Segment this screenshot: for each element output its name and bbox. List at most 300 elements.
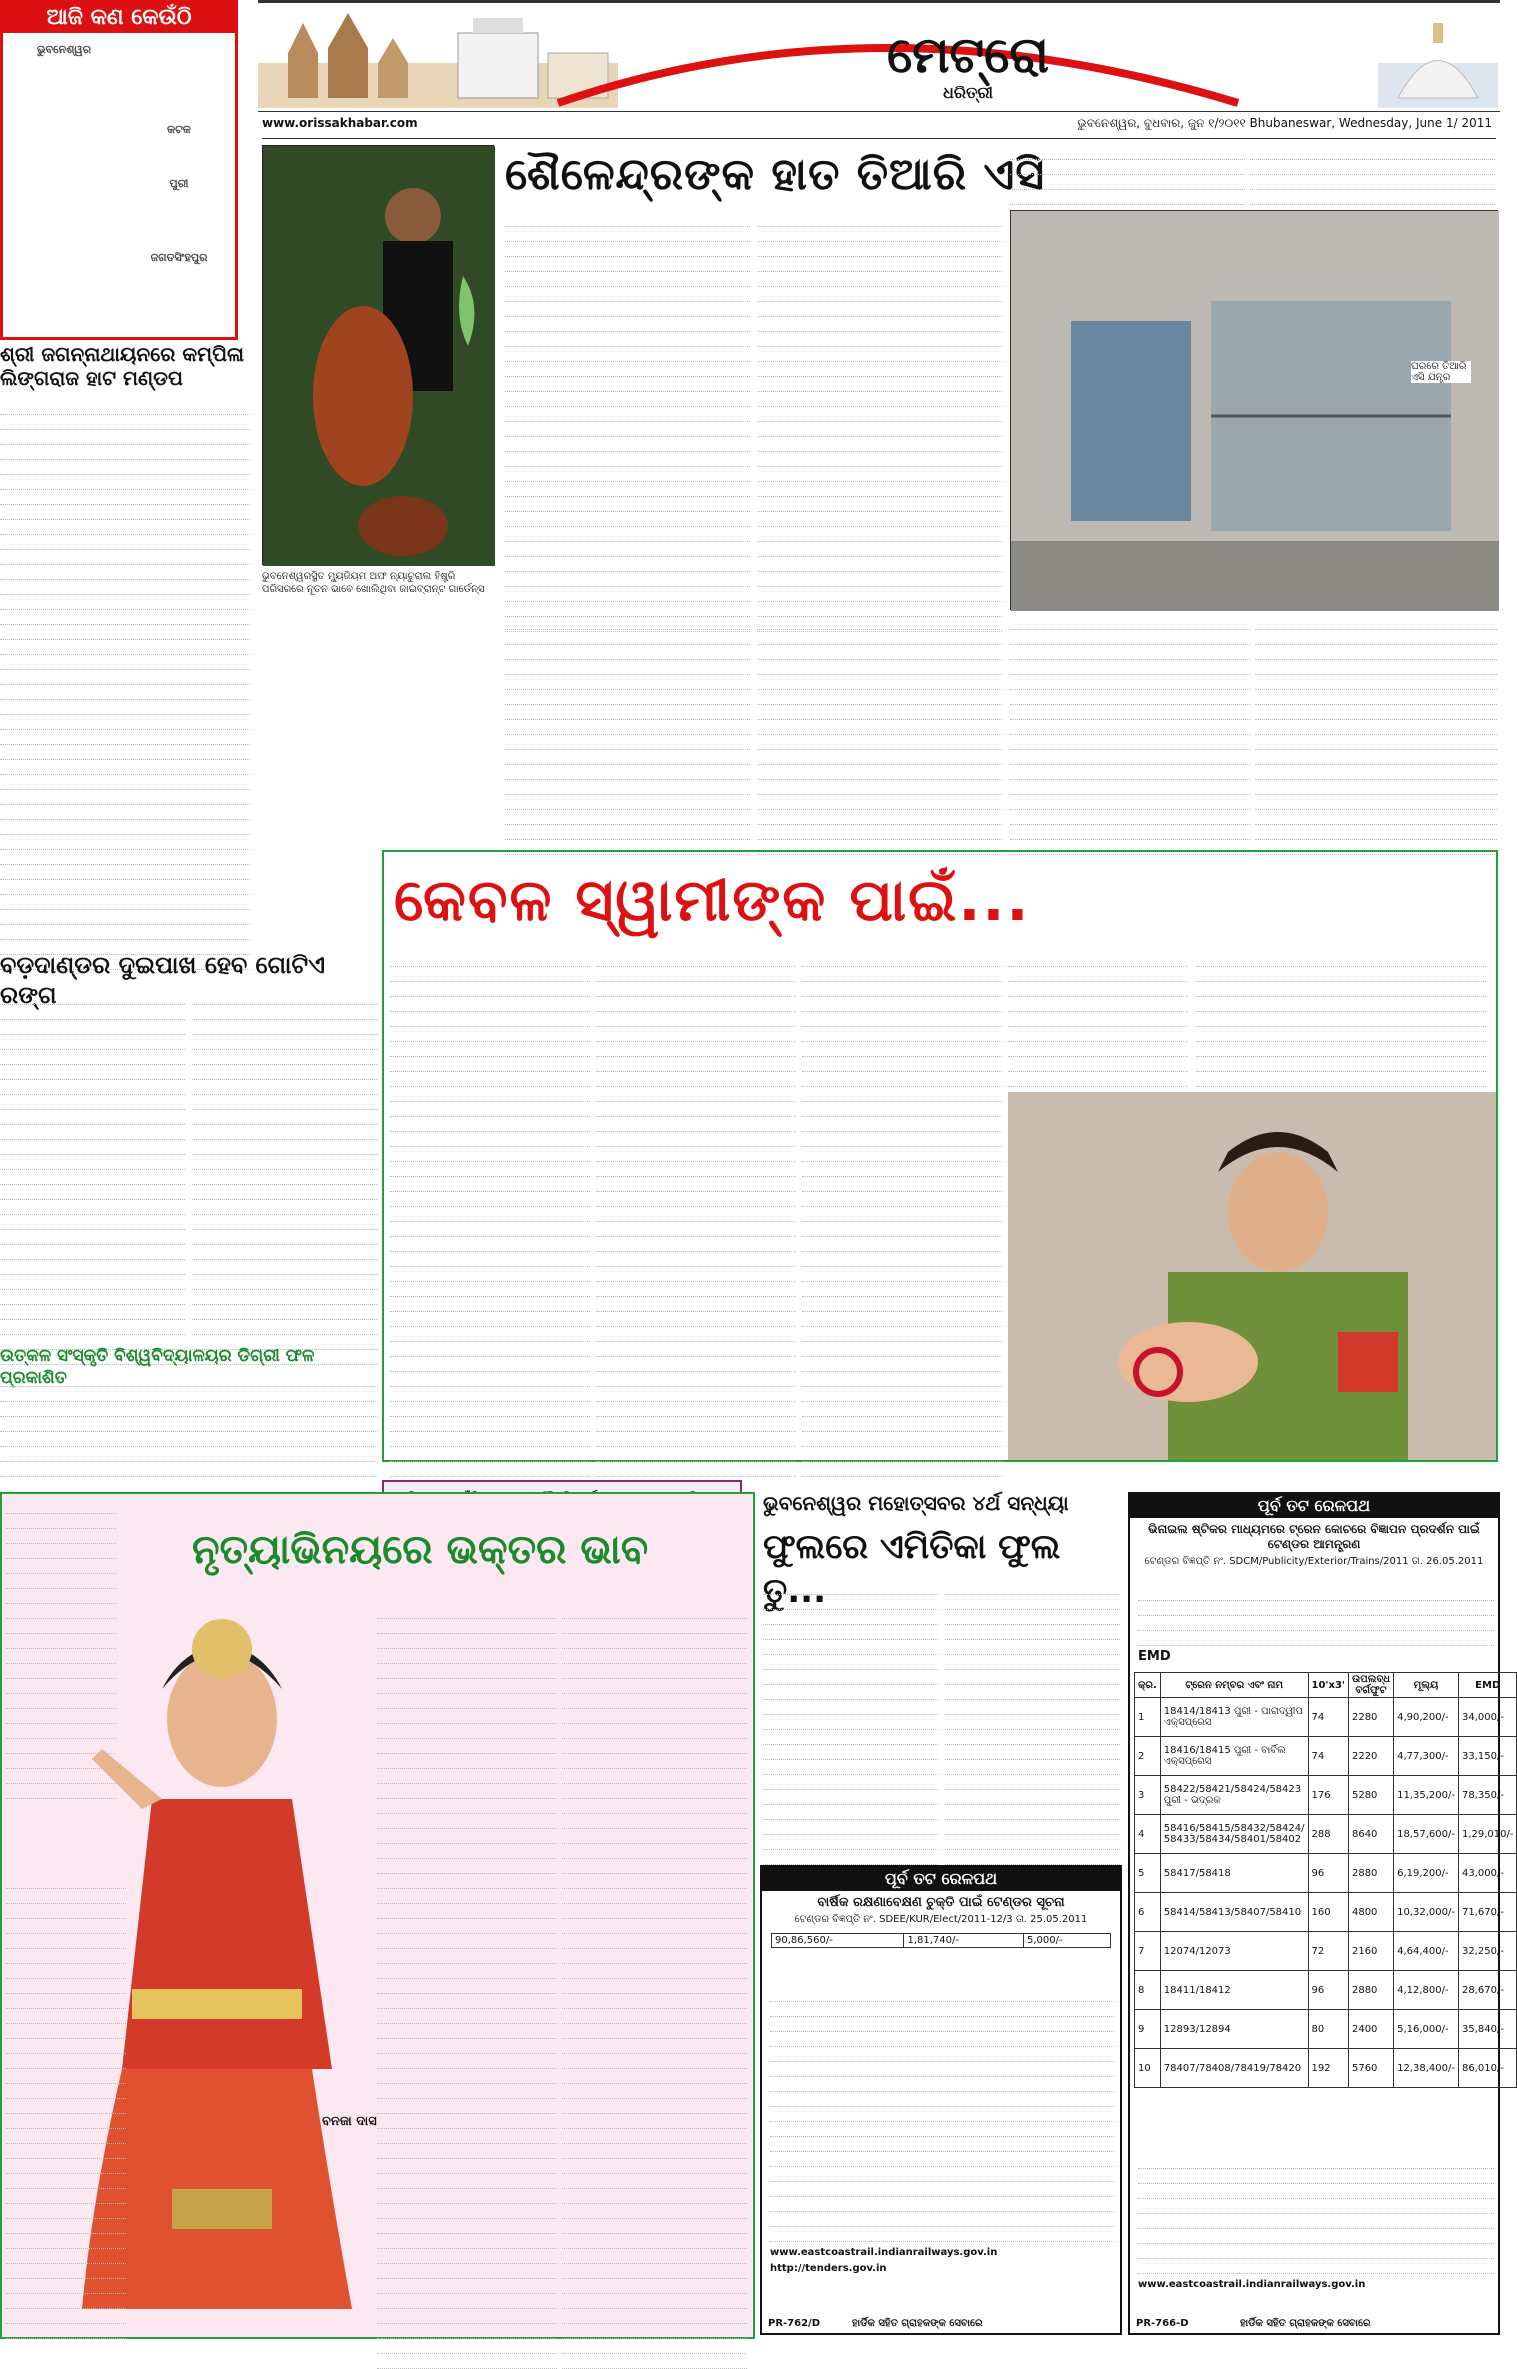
text-line <box>1008 1012 1188 1027</box>
table-cell: 4,90,200/- <box>1394 1698 1459 1737</box>
events-city-puri: ପୁରୀ <box>169 177 189 190</box>
table-cell: 34,000/- <box>1458 1698 1517 1737</box>
text-line <box>0 535 250 550</box>
main-article-col4 <box>1250 145 1495 205</box>
text-line <box>763 1610 938 1625</box>
ad-left-tenders[interactable]: http://tenders.gov.in <box>770 2263 887 2274</box>
text-line <box>6 2009 126 2024</box>
text-line <box>505 557 750 572</box>
photo2-caption: ଘରରେ ତିଆରି ଏସି ଯନ୍ତ୍ର <box>1411 361 1471 383</box>
text-line <box>6 1979 126 1994</box>
text-line <box>596 1447 796 1462</box>
text-line <box>596 952 796 967</box>
text-line <box>1255 810 1497 825</box>
table-row <box>1135 1932 1517 1971</box>
text-line <box>562 1874 747 1889</box>
text-line <box>562 2144 747 2159</box>
text-line <box>377 1949 557 1964</box>
text-line <box>802 1237 1002 1252</box>
text-line <box>390 1447 590 1462</box>
text-line <box>377 2189 557 2204</box>
amount-2: 1,81,740/- <box>904 1934 1023 1948</box>
text-line <box>802 1432 1002 1447</box>
text-line <box>390 1252 590 1267</box>
text-line <box>0 1050 185 1065</box>
text-line <box>0 1020 185 1035</box>
text-line <box>390 1402 590 1417</box>
text-line <box>505 630 750 645</box>
text-line <box>770 2152 1114 2167</box>
text-line <box>6 1739 116 1754</box>
text-line <box>0 805 250 820</box>
text-line <box>505 765 750 780</box>
ad-left-amount-table <box>771 1933 1111 1948</box>
text-line <box>763 1730 938 1745</box>
ad-left-ref: ଟେଣ୍ଡର ବିଜ୍ଞପ୍ତି ନଂ. SDEE/KUR/Elect/2011-12/3 ତା. 25.05.2011 <box>794 1914 1088 1925</box>
text-line <box>757 437 1002 452</box>
text-line <box>763 1820 938 1835</box>
text-line <box>6 1784 116 1799</box>
text-line <box>505 377 750 392</box>
banner-col3 <box>802 952 1002 1452</box>
text-line <box>390 1357 590 1372</box>
text-line <box>562 1934 747 1949</box>
text-line <box>377 2069 557 2084</box>
text-line <box>377 1739 557 1754</box>
text-line <box>377 1634 557 1649</box>
table-cell: 2880 <box>1348 1971 1393 2010</box>
text-line <box>0 1290 185 1305</box>
text-line <box>757 527 1002 542</box>
text-line <box>763 1745 938 1760</box>
table-cell: 2880 <box>1348 1854 1393 1893</box>
text-line <box>1138 1631 1494 1646</box>
train-table-header <box>1135 1673 1517 1698</box>
text-line <box>390 1387 590 1402</box>
text-line <box>562 2264 747 2279</box>
text-line <box>390 997 590 1012</box>
text-line <box>377 1604 557 1619</box>
table-cell: 32,250/- <box>1458 1932 1517 1971</box>
text-line <box>390 1072 590 1087</box>
text-line <box>945 1610 1120 1625</box>
text-line <box>505 660 750 675</box>
text-line <box>390 1372 590 1387</box>
text-line <box>390 1462 590 1477</box>
text-line <box>192 1080 377 1095</box>
text-line <box>757 795 1002 810</box>
text-line <box>6 2264 126 2279</box>
text-line <box>562 2174 747 2189</box>
text-line <box>377 1844 557 1859</box>
text-line <box>505 527 750 542</box>
text-line <box>802 1207 1002 1222</box>
text-line <box>757 482 1002 497</box>
text-line <box>757 302 1002 317</box>
text-line <box>6 2204 126 2219</box>
col-value: ମୂଲ୍ୟ <box>1394 1673 1459 1698</box>
text-line <box>0 1275 185 1290</box>
text-line <box>377 2144 557 2159</box>
text-line <box>757 257 1002 272</box>
text-line <box>1196 982 1486 997</box>
text-line <box>770 2212 1114 2227</box>
text-line <box>596 1132 796 1147</box>
table-row <box>1135 1971 1517 2010</box>
text-line <box>0 1170 185 1185</box>
text-line <box>802 1042 1002 1057</box>
text-line <box>1250 175 1495 190</box>
text-line <box>6 2279 126 2294</box>
text-line <box>377 1769 557 1784</box>
table-cell: 4,12,800/- <box>1394 1971 1459 2010</box>
text-line <box>192 1035 377 1050</box>
main-article-col1 <box>505 212 750 612</box>
text-line <box>562 1694 747 1709</box>
text-line <box>757 542 1002 557</box>
text-line <box>377 2054 557 2069</box>
text-line <box>757 362 1002 377</box>
text-line <box>1250 145 1495 160</box>
text-line <box>505 720 750 735</box>
table-cell: 6 <box>1135 1893 1161 1932</box>
text-line <box>192 1230 377 1245</box>
text-line <box>192 1125 377 1140</box>
text-line <box>1010 795 1250 810</box>
text-line <box>505 780 750 795</box>
text-line <box>377 1889 557 1904</box>
table-cell: 1,29,010/- <box>1458 1815 1517 1854</box>
ad-left-code: PR-762/D <box>768 2318 821 2329</box>
text-line <box>0 715 250 730</box>
events-city-cuttack: କଟକ <box>167 123 191 136</box>
website[interactable]: www.orissakhabar.com <box>262 116 418 130</box>
text-line <box>505 242 750 257</box>
left-headline-1: ଶ୍ରୀ ଜଗନ୍ନାଥାୟନରେ କମ୍ପିଳା ଲିଙ୍ଗରାଜ ହାଟ ମଣ୍ଡପ <box>0 342 245 390</box>
table-cell: 72 <box>1308 1932 1348 1971</box>
text-line <box>596 1312 796 1327</box>
text-line <box>192 1020 377 1035</box>
text-line <box>6 2189 126 2204</box>
text-line <box>0 910 250 925</box>
events-city-bhubaneswar: ଭୁବନେଶ୍ୱର <box>36 43 92 56</box>
table-cell: 28,670/- <box>1458 1971 1517 2010</box>
railway-ad-left <box>760 1865 1122 2335</box>
text-line <box>757 750 1002 765</box>
text-line <box>6 1769 116 1784</box>
text-line <box>757 705 1002 720</box>
ad-right-title: ପୂର୍ବ ତଟ ରେଳପଥ <box>1130 1494 1498 1518</box>
text-line <box>562 2159 747 2174</box>
railway-ad-right <box>1128 1492 1514 2335</box>
text-line <box>0 430 250 445</box>
text-line <box>562 1604 747 1619</box>
text-line <box>763 1655 938 1670</box>
ad-left-subtitle: ବାର୍ଷିକ ରକ୍ଷଣାବେକ୍ଷଣ ଚୁକ୍ତି ପାଇଁ ଟେଣ୍ଡର ସୂଚନା <box>817 1895 1065 1910</box>
text-line <box>757 422 1002 437</box>
table-cell: 33,150/- <box>1458 1737 1517 1776</box>
text-line <box>1196 1072 1486 1087</box>
text-line <box>1255 825 1497 840</box>
text-line <box>0 1320 185 1335</box>
text-line <box>6 2114 126 2129</box>
text-line <box>505 542 750 557</box>
text-line <box>192 1155 377 1170</box>
text-line <box>945 1790 1120 1805</box>
text-line <box>192 1275 377 1290</box>
text-line <box>562 2234 747 2249</box>
table-cell: 96 <box>1308 1854 1348 1893</box>
text-line <box>945 1805 1120 1820</box>
text-line <box>562 2309 747 2324</box>
table-cell: 43,000/- <box>1458 1854 1517 1893</box>
table-cell: 7 <box>1135 1932 1161 1971</box>
text-line <box>1196 997 1486 1012</box>
ad-right-code: PR-766-D <box>1136 2318 1189 2329</box>
table-row <box>1135 1776 1517 1815</box>
text-line <box>757 630 1002 645</box>
text-line <box>945 1655 1120 1670</box>
ad-left-website[interactable]: www.eastcoastrail.indianrailways.gov.in <box>770 2247 998 2258</box>
text-line <box>377 1664 557 1679</box>
text-line <box>390 1087 590 1102</box>
text-line <box>1010 735 1250 750</box>
text-line <box>1138 1586 1494 1601</box>
festival-col1 <box>763 1580 938 1860</box>
masthead <box>258 0 1500 112</box>
text-line <box>562 2249 747 2264</box>
text-line <box>562 2039 747 2054</box>
text-line <box>377 2024 557 2039</box>
table-cell: 86,010/- <box>1458 2049 1517 2088</box>
text-line <box>757 557 1002 572</box>
text-line <box>192 1170 377 1185</box>
text-line <box>0 520 250 535</box>
text-line <box>1255 705 1497 720</box>
events-text <box>9 43 119 333</box>
table-cell: 192 <box>1308 2049 1348 2088</box>
table-row <box>1135 1737 1517 1776</box>
table-cell: 74 <box>1308 1737 1348 1776</box>
table-cell: 3 <box>1135 1776 1161 1815</box>
text-line <box>945 1700 1120 1715</box>
text-line <box>1250 190 1495 205</box>
text-line <box>596 1402 796 1417</box>
text-line <box>763 1580 938 1595</box>
text-line <box>562 2339 747 2354</box>
text-line <box>0 1305 185 1320</box>
ad-right-body <box>1138 1586 1494 1646</box>
text-line <box>0 990 185 1005</box>
main-headline: ଶୈଳେନ୍ଦ୍ରଙ୍କ ହାତ ତିଆରି ଏସି <box>505 149 1046 200</box>
ad-right-footer: ହାର୍ଡିକ ସହିତ ଗ୍ରାହକଙ୍କ ସେବାରେ <box>1240 2318 1371 2329</box>
text-line <box>757 675 1002 690</box>
text-line <box>802 1012 1002 1027</box>
text-line <box>1138 2154 1494 2169</box>
text-line <box>6 1709 116 1724</box>
text-line <box>0 1372 378 1387</box>
text-line <box>505 675 750 690</box>
table-cell: 160 <box>1308 1893 1348 1932</box>
text-line <box>770 2017 1114 2032</box>
text-line <box>757 765 1002 780</box>
text-line <box>0 670 250 685</box>
table-cell: 5280 <box>1348 1776 1393 1815</box>
text-line <box>192 1200 377 1215</box>
text-line <box>1010 780 1250 795</box>
text-line <box>1010 690 1250 705</box>
text-line <box>377 1649 557 1664</box>
text-line <box>596 982 796 997</box>
text-line <box>757 615 1002 630</box>
text-line <box>377 2324 557 2339</box>
table-cell: 10 <box>1135 2049 1161 2088</box>
text-line <box>562 1619 747 1634</box>
table-row <box>1135 1893 1517 1932</box>
text-line <box>1010 750 1250 765</box>
col-sl: କ୍ର. <box>1135 1673 1161 1698</box>
banner-col1 <box>390 952 590 1452</box>
text-line <box>377 2009 557 2024</box>
table-cell: 18411/18412 <box>1160 1971 1308 2010</box>
text-line <box>1010 645 1250 660</box>
text-line <box>763 1595 938 1610</box>
text-line <box>562 2054 747 2069</box>
text-line <box>802 997 1002 1012</box>
text-line <box>505 497 750 512</box>
text-line <box>1138 1601 1494 1616</box>
text-line <box>0 445 250 460</box>
text-line <box>562 1784 747 1799</box>
text-line <box>6 1679 116 1694</box>
text-line <box>562 1964 747 1979</box>
text-line <box>6 1934 126 1949</box>
text-line <box>192 990 377 1005</box>
table-row <box>1135 1698 1517 1737</box>
dance-col2 <box>562 1604 747 2324</box>
text-line <box>1138 2169 1494 2184</box>
text-line <box>757 392 1002 407</box>
text-line <box>757 227 1002 242</box>
text-line <box>562 2114 747 2129</box>
table-cell: 12893/12894 <box>1160 2010 1308 2049</box>
text-line <box>770 2002 1114 2017</box>
text-line <box>0 1155 185 1170</box>
text-line <box>802 1417 1002 1432</box>
text-line <box>562 2129 747 2144</box>
text-line <box>192 1110 377 1125</box>
table-cell: 2 <box>1135 1737 1161 1776</box>
text-line <box>802 1147 1002 1162</box>
table-cell: 6,19,200/- <box>1394 1854 1459 1893</box>
text-line <box>377 1724 557 1739</box>
text-line <box>505 690 750 705</box>
text-line <box>802 1357 1002 1372</box>
ac-unit-photo <box>1010 210 1498 610</box>
text-line <box>377 2249 557 2264</box>
text-line <box>1010 825 1250 840</box>
text-line <box>1255 630 1497 645</box>
text-line <box>6 2249 126 2264</box>
text-line <box>0 490 250 505</box>
text-line <box>505 587 750 602</box>
text-line <box>757 512 1002 527</box>
text-line <box>192 1065 377 1080</box>
text-line <box>770 2167 1114 2182</box>
text-line <box>0 1005 185 1020</box>
text-line <box>770 1987 1114 2002</box>
text-line <box>377 2114 557 2129</box>
text-line <box>6 1574 116 1589</box>
brand-name: ମେଟ୍ରୋ <box>887 25 1049 84</box>
text-line <box>562 1814 747 1829</box>
text-line <box>377 1679 557 1694</box>
table-cell: 35,840/- <box>1458 2010 1517 2049</box>
text-line <box>1010 630 1250 645</box>
text-line <box>390 1282 590 1297</box>
text-line <box>390 1162 590 1177</box>
text-line <box>596 1462 796 1477</box>
table-cell: 58416/58415/58432/58424/ 58433/58434/58401/58402 <box>1160 1815 1308 1854</box>
text-line <box>390 1297 590 1312</box>
text-line <box>377 1994 557 2009</box>
text-line <box>562 1829 747 1844</box>
text-line <box>757 572 1002 587</box>
ad-right-website[interactable]: www.eastcoastrail.indianrailways.gov.in <box>1138 2279 1366 2290</box>
text-line <box>562 1649 747 1664</box>
text-line <box>390 1012 590 1027</box>
text-line <box>562 1664 747 1679</box>
text-line <box>945 1730 1120 1745</box>
text-line <box>0 1432 378 1447</box>
festival-kicker: ଭୁବନେଶ୍ୱର ମହୋତ୍ସବର ୪ର୍ଥ ସନ୍ଧ୍ୟା <box>763 1491 1069 1515</box>
text-line <box>0 400 250 415</box>
festival-col2 <box>945 1580 1120 1860</box>
text-line <box>0 1260 185 1275</box>
text-line <box>770 2047 1114 2062</box>
text-line <box>6 1544 116 1559</box>
text-line <box>802 1132 1002 1147</box>
text-line <box>0 655 250 670</box>
text-line <box>6 2234 126 2249</box>
text-line <box>1008 1027 1188 1042</box>
main-article-col6 <box>1255 615 1497 845</box>
text-line <box>505 272 750 287</box>
text-line <box>1010 765 1250 780</box>
text-line <box>770 2092 1114 2107</box>
text-line <box>505 422 750 437</box>
text-line <box>596 1072 796 1087</box>
text-line <box>1255 690 1497 705</box>
text-line <box>6 1664 116 1679</box>
text-line <box>6 2084 126 2099</box>
text-line <box>6 1529 116 1544</box>
text-line <box>945 1850 1120 1865</box>
text-line <box>505 705 750 720</box>
text-line <box>505 795 750 810</box>
text-line <box>377 1919 557 1934</box>
text-line <box>1255 765 1497 780</box>
text-line <box>770 2032 1114 2047</box>
text-line <box>596 1297 796 1312</box>
text-line <box>505 227 750 242</box>
text-line <box>6 2159 126 2174</box>
text-line <box>802 982 1002 997</box>
text-line <box>0 1140 185 1155</box>
text-line <box>770 2137 1114 2152</box>
text-line <box>757 452 1002 467</box>
text-line <box>763 1640 938 1655</box>
